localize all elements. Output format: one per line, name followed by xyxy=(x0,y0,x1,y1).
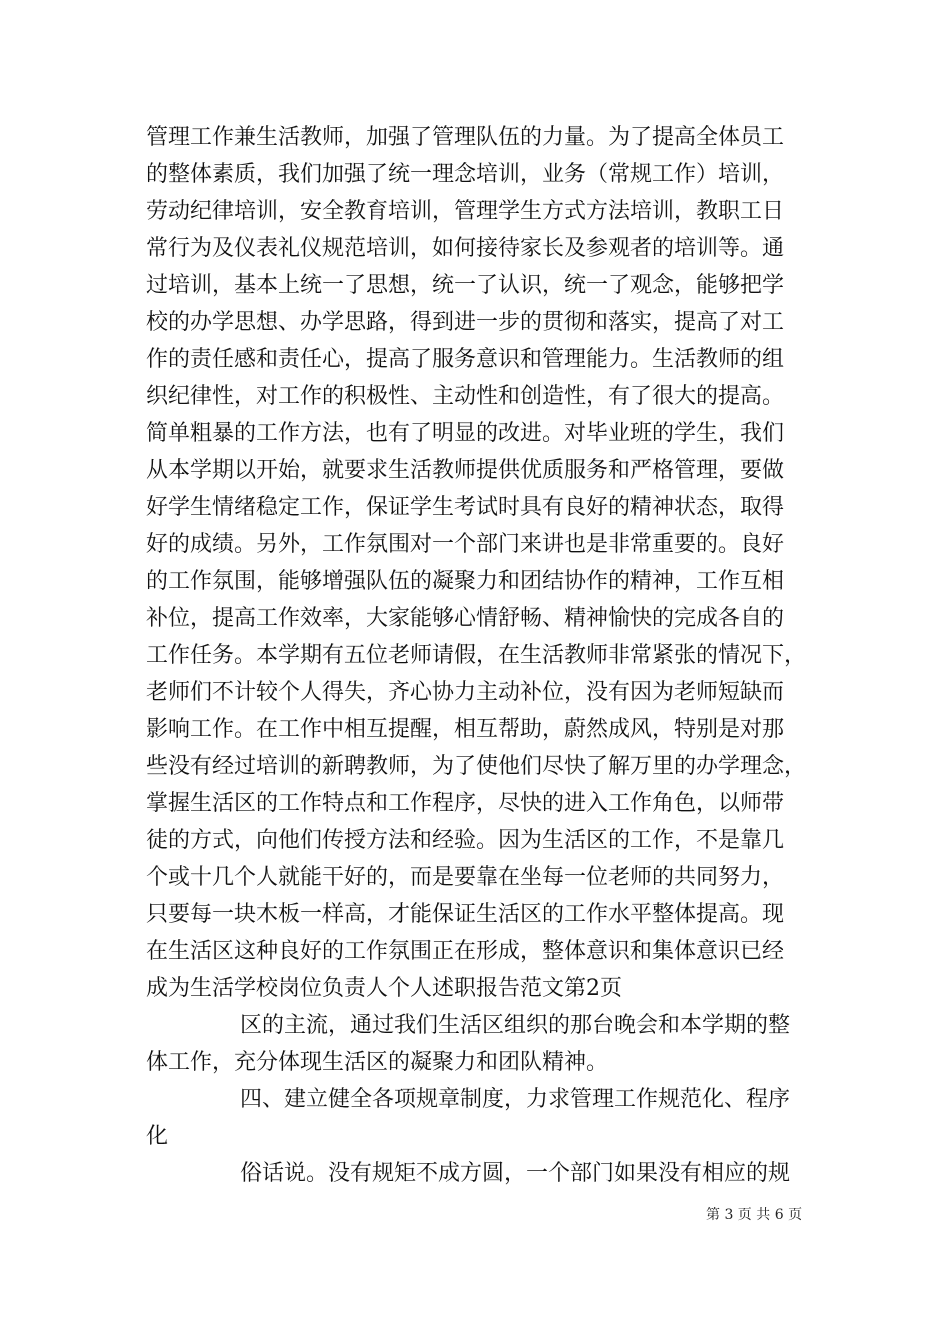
text-line: 简单粗暴的工作方法，也有了明显的改进。对毕业班的学生，我们 xyxy=(146,421,785,446)
section-heading-line: 化 xyxy=(146,1124,169,1149)
text-line: 过培训，基本上统一了思想，统一了认识，统一了观念，能够把学 xyxy=(146,273,785,298)
text-line: 工作任务。本学期有五位老师请假，在生活教师非常紧张的情况下， xyxy=(146,643,807,668)
paragraph-start-line: 区的主流，通过我们生活区组织的那台晚会和本学期的整 xyxy=(240,1013,791,1038)
text-line: 的工作氛围，能够增强队伍的凝聚力和团结协作的精神，工作互相 xyxy=(146,569,785,594)
text-line: 从本学期以开始，就要求生活教师提供优质服务和严格管理，要做 xyxy=(146,458,785,483)
text-line: 常行为及仪表礼仪规范培训，如何接待家长及参观者的培训等。通 xyxy=(146,236,785,261)
text-line: 影响工作。在工作中相互提醒，相互帮助，蔚然成风，特别是对那 xyxy=(146,717,785,742)
text-line: 个或十几个人就能干好的，而是要靠在坐每一位老师的共同努力， xyxy=(146,865,785,890)
paragraph-start-line: 俗话说。没有规矩不成方圆，一个部门如果没有相应的规 xyxy=(240,1161,791,1186)
text-line: 体工作，充分体现生活区的凝聚力和团队精神。 xyxy=(146,1050,609,1075)
page-number: 第 3 页 共 6 页 xyxy=(706,1207,803,1223)
text-line: 好的成绩。另外，工作氛围对一个部门来讲也是非常重要的。良好 xyxy=(146,532,785,557)
text-line: 织纪律性，对工作的积极性、主动性和创造性，有了很大的提高。 xyxy=(146,384,785,409)
text-line: 好学生情绪稳定工作，保证学生考试时具有良好的精神状态，取得 xyxy=(146,495,785,520)
text-line: 管理工作兼生活教师，加强了管理队伍的力量。为了提高全体员工 xyxy=(146,125,785,150)
text-line: 补位，提高工作效率，大家能够心情舒畅、精神愉快的完成各自的 xyxy=(146,606,785,631)
text-line: 掌握生活区的工作特点和工作程序，尽快的进入工作角色，以师带 xyxy=(146,791,785,816)
text-line: 老师们不计较个人得失，齐心协力主动补位，没有因为老师短缺而 xyxy=(146,680,785,705)
text-line: 作的责任感和责任心，提高了服务意识和管理能力。生活教师的组 xyxy=(146,347,785,372)
text-line: 成为生活学校岗位负责人个人述职报告范文第2页 xyxy=(146,976,622,1001)
text-line: 劳动纪律培训，安全教育培训，管理学生方式方法培训，教职工日 xyxy=(146,199,785,224)
body-text xyxy=(146,119,816,1192)
text-line: 校的办学思想、办学思路，得到进一步的贯彻和落实，提高了对工 xyxy=(146,310,785,335)
text-line: 徒的方式，向他们传授方法和经验。因为生活区的工作，不是靠几 xyxy=(146,828,785,853)
text-line: 在生活区这种良好的工作氛围正在形成，整体意识和集体意识已经 xyxy=(146,939,785,964)
text-line: 只要每一块木板一样高，才能保证生活区的工作水平整体提高。现 xyxy=(146,902,785,927)
text-line: 的整体素质，我们加强了统一理念培训，业务（常规工作）培训， xyxy=(146,162,785,187)
text-line: 些没有经过培训的新聘教师，为了使他们尽快了解万里的办学理念， xyxy=(146,754,807,779)
section-heading-line: 四、建立健全各项规章制度，力求管理工作规范化、程序 xyxy=(240,1087,791,1112)
